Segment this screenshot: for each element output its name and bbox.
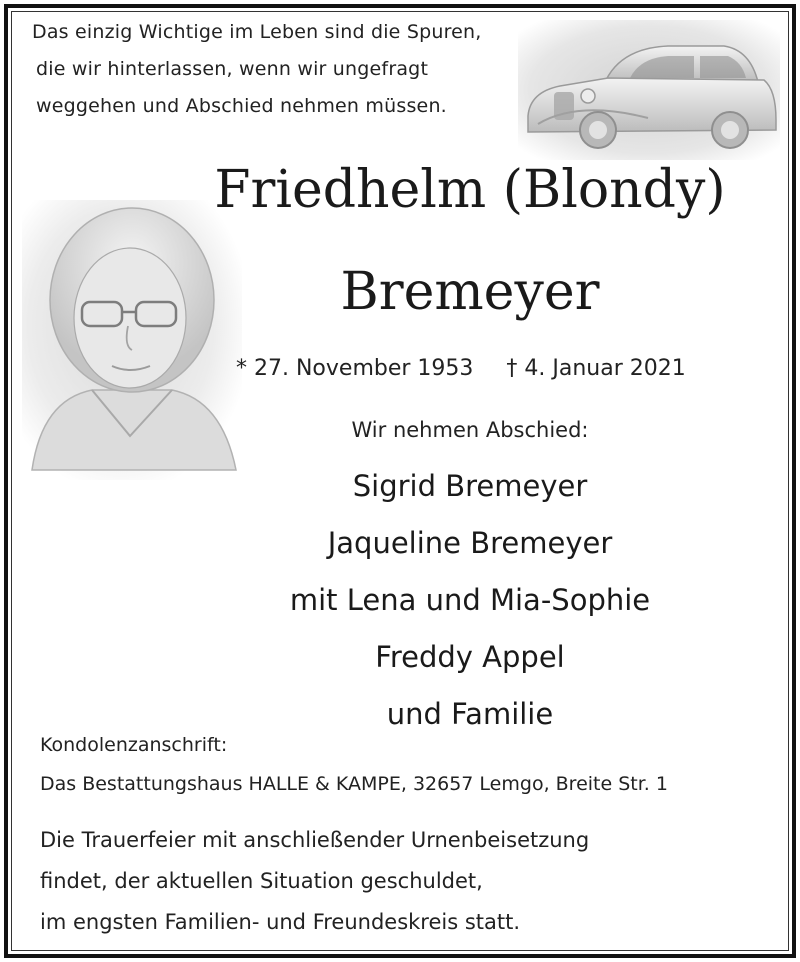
mourner-name: Sigrid Bremeyer [352,469,588,503]
birth-date: * 27. November 1953 [236,356,474,381]
service-line: Die Trauerfeier mit anschließender Urnenbeisetzung [40,828,590,852]
farewell-intro: Wir nehmen Abschied: [351,418,589,442]
memorial-quote [32,14,502,125]
quote-line: Das einzig Wichtige im Leben sind die Spuren, [32,21,482,43]
mourner-name: und Familie [386,697,554,731]
portrait-photo [22,200,242,480]
mourner-name: Jaqueline Bremeyer [327,526,613,560]
vintage-car-photo [518,20,780,160]
quote-line: die wir hinterlassen, wenn wir ungefragt [36,58,429,80]
deceased-name-line2: Bremeyer [340,262,600,322]
condolence-address: Das Bestattungshaus HALLE & KAMPE, 32657 Lemgo, Breite Str. 1 [40,773,668,795]
quote-line: weggehen und Abschied nehmen müssen. [36,95,447,117]
death-date: † 4. Januar 2021 [506,356,686,381]
condolence-label: Kondolenzanschrift: [40,734,228,756]
service-line: im engsten Familien- und Freundeskreis statt. [40,910,521,934]
service-info [40,820,760,943]
life-dates [236,356,706,381]
deceased-name-line1: Friedhelm (Blondy) [214,160,726,220]
mourner-name: mit Lena und Mia-Sophie [289,583,651,617]
mourners-list [220,458,720,743]
mourner-name: Freddy Appel [375,640,565,674]
service-line: findet, der aktuellen Situation geschuldet, [40,869,483,893]
